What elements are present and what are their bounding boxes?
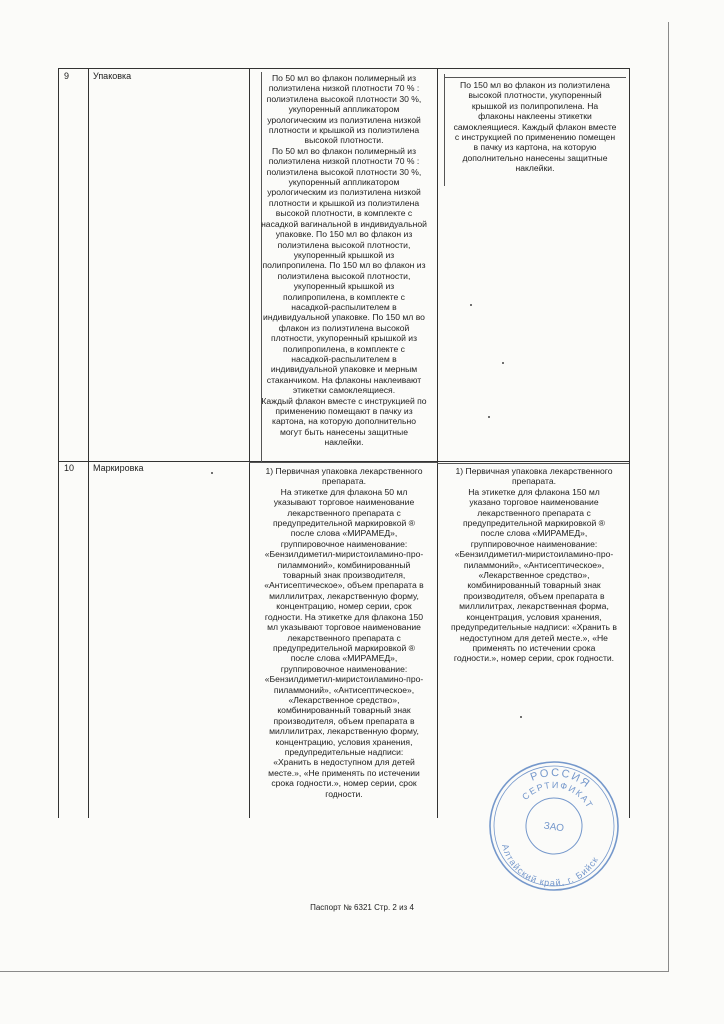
column-divider: [437, 68, 438, 818]
table-left-border: [58, 68, 59, 818]
stamp-top-text: РОССИЯ: [528, 766, 593, 792]
scan-speck: [502, 362, 504, 364]
scan-speck: [488, 416, 490, 418]
inner-box-line: [437, 463, 629, 464]
scan-speck: [211, 472, 213, 474]
table-top-border: [58, 68, 630, 69]
labeling-text-col2: 1) Первичная упаковка лекарственного препарата. На этикетке для флакона 150 мл указано торговое наименование лекарственного препарата с предупредительной маркировкой ® после слова «МИРАМЕД», группировочное наименование: «Бензилдиметил-миристоиламино-про- пиламмоний», «Антисептическое», «Лекарственное средство», комбинированный товарный знак производителя, объем препарата в миллилитрах, лекарственная форма, концентрация, условия хранения, предупредительные надписи: «Хранить в недоступном для детей месте.», «Не применять по истечении срока годности.», номер серии, срок годности.: [451, 466, 617, 664]
stamp-bottom-text: Алтайский край, г. Бийск: [500, 842, 601, 888]
row-name: Упаковка: [93, 71, 132, 81]
scan-speck: [470, 304, 472, 306]
table-right-border: [629, 68, 630, 818]
scan-speck: [520, 716, 522, 718]
column-divider: [88, 68, 89, 818]
row-number: 9: [64, 71, 70, 81]
page-edge-bottom: [0, 971, 669, 972]
row-number: 10: [64, 463, 75, 473]
inner-box-line: [444, 77, 626, 78]
column-divider: [249, 68, 250, 818]
page-edge-right: [668, 22, 669, 972]
labeling-text-col1: 1) Первичная упаковка лекарственного препарата. На этикетке для флакона 50 мл указывают торговое наименование лекарственного препарата с предупредительной маркировкой ® после слова «МИРАМЕД», группировочное наименование: «Бензилдиметил-миристоиламино-про- пиламмоний», комбинированный товарный знак производителя, «Антисептическое», объем препарата в миллилитрах, лекарственную форму, концентрацию, номер серии, срок годности. На этикетке для флакона 150 мл указывают торговое наименование лекарственного препарата с предупредительной маркировкой ® после слова «МИРАМЕД», группировочное наименование: «Бензилдиметил-миристоиламино-про- пиламмоний», «Антисептическое», «Лекарственное средство», комбинированный товарный знак производителя, объем препарата в миллилитрах, лекарственную форму, концентрацию, условия хранения, предупредительные надписи: «Хранить в недоступном для детей месте.», «Не применять по истечении срока годности.», номер серии, срок годности.: [264, 466, 424, 799]
page-footer: Паспорт № 6321 Стр. 2 из 4: [310, 903, 414, 912]
row-name: Маркировка: [93, 463, 144, 473]
certification-stamp: [477, 749, 631, 903]
packaging-text-col1: По 50 мл во флакон полимерный из полиэтилена низкой плотности 70 % : полиэтилена высокой плотности 30 %, укупоренный аппликатором урологическим из полиэтилена низкой плотности и крышкой из полиэтилена высокой плотности. По 50 мл во флакон полимерный из полиэтилена низкой плотности 70 % : полиэтилена высокой плотности 30 %, укупоренный аппликатором урологическим из полиэтилена низкой плотности и крышкой из полиэтилена высокой плотности, в комплекте с насадкой вагинальной в индивидуальной упаковке. По 150 мл во флакон из полиэтилена высокой плотности, укупоренный крышкой из полипропилена. По 150 мл во флакон из полиэтилена высокой плотности, укупоренный крышкой из полипропилена, в комплекте с насадкой-распылителем в индивидуальной упаковке. По 150 мл во флакон из полиэтилена высокой плотности, укупоренный крышкой из полипропилена, в комплекте с насадкой-распылителем в индивидуальной упаковке и мерным стаканчиком. На флаконы наклеивают этикетки самоклеящиеся. Каждый флакон вместе с инструкцией по применению помещают в пачку из картона, на которую дополнительно могут быть нанесены защитные наклейки.: [261, 73, 427, 448]
stamp-center-text: ЗАО: [542, 820, 565, 835]
stamp-second-text: СЕРТИФИКАТ: [520, 779, 596, 811]
inner-box-line: [249, 462, 437, 463]
packaging-text-col2: По 150 мл во флакон из полиэтилена высокой плотности, укупоренный крышкой из полипропилена. На флаконы наклеены этикетки самоклеящиеся. Каждый флакон вместе с инструкцией по применению помещен в пачку из картона, на которую дополнительно нанесены защитные наклейки.: [453, 80, 617, 174]
